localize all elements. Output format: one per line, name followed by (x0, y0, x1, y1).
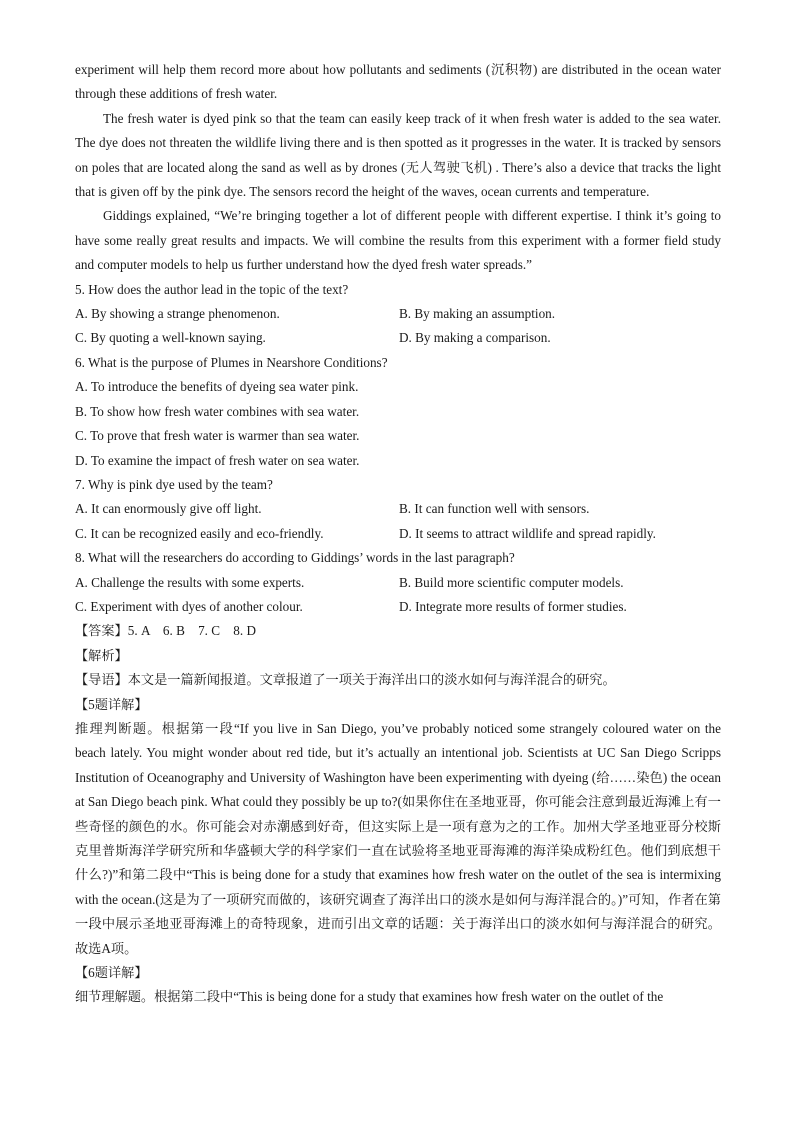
guide-text: 本文是一篇新闻报道。文章报道了一项关于海洋出口的淡水如何与海洋混合的研究。 (127, 672, 616, 688)
question-5 (75, 278, 721, 351)
option-d: D. Integrate more results of former studies. (399, 598, 627, 614)
answer-text: 5. A 6. B 7. C 8. D (127, 623, 256, 639)
question-8 (75, 546, 721, 619)
analysis-label: 【解析】 (75, 647, 128, 663)
passage-paragraph: The fresh water is dyed pink so that the team can easily keep track of it when fresh water is added to the sea water. The dye does not threaten the wildlife living there and is then spotted as it progresses in the water. It is tracked by sensors on poles that are located along the sand as well as by drones (无人驾驶飞机) . There’s also a device that tracks the light that is given off by the pink dye. The sensors record the height of the waves, ocean currents and temperature. (75, 110, 721, 200)
answer-line (75, 619, 721, 643)
option-a: A. To introduce the benefits of dyeing sea water pink. (75, 379, 359, 395)
option-c: C. It can be recognized easily and eco-friendly. (75, 525, 324, 541)
question-stem: 6. What is the purpose of Plumes in Nearshore Conditions? (75, 354, 388, 370)
detail-5-text: 推理判断题。根据第一段“If you live in San Diego, you’ve probably noticed some strangely coloured water on the beach lately. You might wonder about red tide, but it’s actually an intentional job. Scientists at UC San Diego Scripps Institution of Oceanography and University of Washington have been experimenting with dyeing (给……染色) the ocean at San Diego beach pink. What could they possibly be up to?(如果你住在圣地亚哥，你可能会注意到最近海滩上有一些奇怪的颜色的水。你可能会对赤潮感到好奇，但这实际上是一项有意为之的工作。加州大学圣地亚哥分校斯克里普斯海洋学研究所和华盛顿大学的科学家们一直在试验将圣地亚哥海滩的海洋染成粉红色。他们到底想干什么?)”和第二段中“This is being done for a study that examines how fresh water on the outlet of the sea is intermixing with the ocean.(这是为了一项研究而做的，该研究调查了海洋出口的淡水是如何与海洋混合的。)”可知，作者在第一段中展示圣地亚哥海滩上的奇特现象，进而引出文章的话题：关于海洋出口的淡水如何与海洋混合的研究。故选A项。 (75, 720, 721, 956)
option-a: A. It can enormously give off light. (75, 501, 262, 517)
question-stem: 7. Why is pink dye used by the team? (75, 476, 273, 492)
option-c: C. Experiment with dyes of another colour. (75, 598, 303, 614)
guide-line (75, 668, 721, 692)
question-7 (75, 473, 721, 546)
option-d: D. By making a comparison. (399, 330, 551, 346)
answer-label: 【答案】 (75, 623, 128, 639)
detail-6-text: 细节理解题。根据第二段中“This is being done for a study that examines how fresh water on the outlet of the (75, 989, 664, 1005)
detail-6-label: 【6题详解】 (75, 965, 148, 981)
option-a: A. By showing a strange phenomenon. (75, 306, 280, 322)
option-b: B. Build more scientific computer models. (399, 574, 624, 590)
guide-label: 【导语】 (75, 672, 128, 688)
option-b: B. It can function well with sensors. (399, 501, 590, 517)
document-page (75, 58, 721, 1010)
option-b: B. By making an assumption. (399, 306, 556, 322)
option-c: C. To prove that fresh water is warmer than sea water. (75, 428, 360, 444)
option-c: C. By quoting a well-known saying. (75, 330, 266, 346)
option-d: D. It seems to attract wildlife and spread rapidly. (399, 525, 656, 541)
passage-paragraph: experiment will help them record more about how pollutants and sediments (沉积物) are distributed in the ocean water through these additions of fresh water. (75, 62, 721, 102)
detail-5-label: 【5题详解】 (75, 696, 148, 712)
option-d: D. To examine the impact of fresh water on sea water. (75, 452, 360, 468)
option-b: B. To show how fresh water combines with sea water. (75, 403, 360, 419)
option-a: A. Challenge the results with some experts. (75, 574, 305, 590)
question-stem: 8. What will the researchers do according to Giddings’ words in the last paragraph? (75, 550, 515, 566)
passage-paragraph: Giddings explained, “We’re bringing together a lot of different people with different expertise. I think it’s going to have some really great results and impacts. We will combine the results from this experiment with a former field study and computer models to help us further understand how the dyed fresh water spreads.” (75, 208, 721, 273)
question-stem: 5. How does the author lead in the topic of the text? (75, 281, 349, 297)
question-6 (75, 351, 721, 473)
